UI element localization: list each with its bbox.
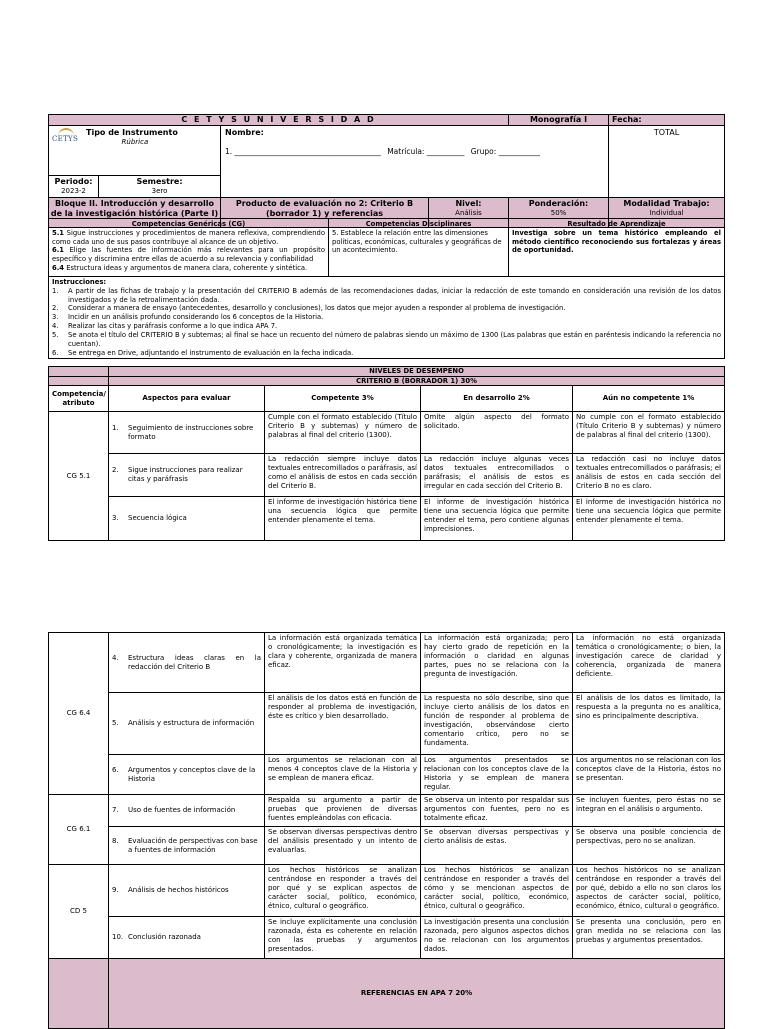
competencias-table xyxy=(48,218,725,359)
instrument-header-table xyxy=(48,114,725,228)
table-row: 10. Conclusión razonada Se incluye explícitamente una conclusión razonada, ésta es coherente en relación con las pruebas y argumentos presentados. La investigación presenta una conclusión razonada, pero algunos aspectos dichos no se relacionan con los argumentos dados. Se presenta una conclusión, pero en gran medida no se relaciona con las pruebas y argumentos presentados. xyxy=(49,917,725,959)
aspect-label: Análisis y estructura de información xyxy=(128,719,255,728)
table-row: CD 5 9. Análisis de hechos históricos Los hechos históricos se analizan centrándose en responder a través del por qué y se explican aspectos de carácter social, político, económico, étnico, cultural o geográfico. Los hechos históricos se analizan centrándose en responder a través del cómo y se mencionan aspectos de carácter social, político, económico, étnico, cultural o geográfico. Los hechos históricos no se analizan centrándose en responder a través del por qué, debido a ello no son claros los aspectos de carácter social, político, económico, étnico, cultural o geográfico. xyxy=(49,865,725,917)
aspect-label: Uso de fuentes de información xyxy=(128,806,236,815)
desarrollo-desc: La respuesta no sólo describe, sino que incluye cierto análisis de los datos en función de responder al problema de investigación, observándose cierto comentario crítico, pero no se fundamenta. xyxy=(421,693,573,755)
genericas-title: Competencias Genéricas (CG) xyxy=(131,220,246,228)
aspect-label: Conclusión razonada xyxy=(128,933,201,942)
semestre-cell xyxy=(99,176,221,198)
no-competente-desc: Los argumentos no se relacionan con los conceptos clave de la Historia, éstos no se presentan. xyxy=(573,755,725,795)
matricula-field[interactable]: Matrícula: __________ xyxy=(387,147,465,156)
document-title: Monografía I xyxy=(509,115,609,126)
periodo-value: 2023-2 xyxy=(61,187,86,195)
total-label: TOTAL xyxy=(653,128,680,137)
desarrollo-desc: La información está organizada; pero hay cierto grado de repetición en la información o claridad en algunas partes, pues no se relaciona con la pregunta de investigación. xyxy=(421,633,573,693)
competente-desc: Los argumentos se relacionan con al menos 4 conceptos clave de la Historia y se emplean de manera eficaz. xyxy=(265,755,421,795)
col-aspectos: Aspectos para evaluar xyxy=(109,386,265,412)
no-competente-desc: El análisis de los datos es limitado, la respuesta a la pregunta no es analítica, sino es principalmente descriptiva. xyxy=(573,693,725,755)
referencias-header: REFERENCIAS EN APA 7 20% xyxy=(109,959,725,1029)
col-competencia: Competencia/ atributo xyxy=(49,386,109,412)
aspect-label: Secuencia lógica xyxy=(128,514,187,523)
cetys-logo: CETYS xyxy=(52,128,80,148)
competente-desc: La información está organizada temática o cronológicamente; la investigación es clara y coherente, organizada de manera eficaz. xyxy=(265,633,421,693)
desarrollo-desc: La redacción incluye algunas veces datos textuales entrecomillados o paráfrasis; el análisis de estos es irregular en cada sección del Criterio B. xyxy=(421,454,573,497)
genericas-item: 6.4 Estructura ideas y argumentos de manera clara, coherente y sintética. xyxy=(52,264,308,273)
disciplinares-title: Competencias Disciplinares xyxy=(365,220,472,228)
competente-desc: Se incluye explícitamente una conclusión razonada, ésta es coherente en relación con las pruebas y argumentos presentados. xyxy=(265,917,421,959)
modalidad-value: Individual xyxy=(649,209,684,217)
periodo-label: Periodo: xyxy=(54,177,93,186)
competencia-group: CG 6.4 xyxy=(49,633,109,795)
instruccion-item: 6. Se entrega en Drive, adjuntando el instrumento de evaluación en la fecha indicada. xyxy=(52,348,354,357)
genericas-item: 6.1 Elige las fuentes de información más relevantes para un propósito específico y discrimina entre ellas de acuerdo a su relevancia y confiabilidad xyxy=(52,246,325,264)
desarrollo-desc: La investigación presenta una conclusión razonada, pero algunos aspectos dichos no se relacionan con los argumentos dados. xyxy=(421,917,573,959)
aspect-label: Seguimiento de instrucciones sobre formato xyxy=(128,423,254,441)
tipo-label: Tipo de Instrumento xyxy=(86,128,178,137)
genericas-item: 5.1 Sigue instrucciones y procedimientos de manera reflexiva, comprendiendo como cada uno de sus pasos contribuye al alcance de un objetivo. xyxy=(52,228,325,246)
col-desarrollo: En desarrollo 2% xyxy=(421,386,573,412)
instruccion-item: 5. Se anota el título del CRITERIO B y subtemas; al final se hace un recuento del número de palabras siendo un máximo de 1300 (Las palabras que están en paréntesis indicando la referencia no cuentan). xyxy=(52,330,721,348)
no-competente-desc: No cumple con el formato establecido (Título Criterio B y subtemas) y número de palabras al final del criterio (1300). xyxy=(573,412,725,454)
table-row: CG 5.1 1. Seguimiento de instrucciones sobre formato Cumple con el formato establecido (Título Criterio B y subtemas) y número de palabras al final del criterio (1300). Omite algún aspecto del formato solicitado. No cumple con el formato establecido (Título Criterio B y subtemas) y número de palabras al final del criterio (1300). xyxy=(49,412,725,454)
competente-desc: Se observan diversas perspectivas dentro del análisis presentado y un intento de evaluarlas. xyxy=(265,827,421,865)
no-competente-desc: La redacción casi no incluye datos textuales entrecomillados o paráfrasis; el análisis de estos en cada sección del Criterio B no es claro. xyxy=(573,454,725,497)
desarrollo-desc: El informe de investigación histórica tiene una secuencia lógica que permite entender el tema, pero contiene algunas imprecisiones. xyxy=(421,497,573,541)
no-competente-desc: Los hechos históricos no se analizan centrándose en responder a través del por qué, debido a ello no son claros los aspectos de carácter social, político, económico, étnico, cultural o geográfico. xyxy=(573,865,725,917)
instruccion-item: 2. Considerar a manera de ensayo (antecedentes, desarrollo y conclusiones), los datos que mejor ayuden a responder al problema de investigación. xyxy=(52,304,566,313)
desarrollo-desc: Se observan diversas perspectivas y cierto análisis de estas. xyxy=(421,827,573,865)
no-competente-desc: Se presenta una conclusión, pero en gran medida no se relaciona con las pruebas y argumentos presentados. xyxy=(573,917,725,959)
competente-desc: El informe de investigación histórica tiene una secuencia lógica que permite entender plenamente el tema. xyxy=(265,497,421,541)
resultado-text: Investiga sobre un tema histórico empleando el método científico reconociendo sus fortalezas y áreas de oportunidad. xyxy=(512,228,721,255)
table-row: 2. Sigue instrucciones para realizar citas y paráfrasis La redacción siempre incluye datos textuales entrecomillados o paráfrasis, así como el análisis de estos en cada sección del Criterio B. La redacción incluye algunas veces datos textuales entrecomillados o paráfrasis; el análisis de estos es irregular en cada sección del Criterio B. La redacción casi no incluye datos textuales entrecomillados o paráfrasis; el análisis de estos en cada sección del Criterio B no es claro. xyxy=(49,454,725,497)
producto-cell: Producto de evaluación no 2: Criterio B (borrador 1) y referencias xyxy=(221,198,429,228)
fecha-label: Fecha: xyxy=(609,115,725,126)
niveles-header: NIVELES DE DESEMPEÑO xyxy=(109,367,725,377)
desarrollo-desc: Se observa un intento por respaldar sus argumentos con fuentes, pero no es totalmente eficaz. xyxy=(421,795,573,827)
disciplinares-text: 5. Establece la relación entre las dimensiones políticas, económicas, culturales y geográficas de un acontecimiento. xyxy=(332,228,502,255)
tipo-cell xyxy=(49,126,221,176)
criterio-header: CRITERIO B (BORRADOR 1) 30% xyxy=(109,376,725,386)
competente-desc: El análisis de los datos está en función de responder al problema de investigación, éste es crítico y bien desarrollado. xyxy=(265,693,421,755)
competencias-genericas-cell xyxy=(49,219,329,277)
col-competente: Competente 3% xyxy=(265,386,421,412)
table-row: 6. Argumentos y conceptos clave de la Historia Los argumentos se relacionan con al menos 4 conceptos clave de la Historia y se emplean de manera eficaz. Los argumentos presentados se relacionan con los conceptos clave de la Historia y se emplean de manera regular. Los argumentos no se relacionan con los conceptos clave de la Historia, éstos no se presentan. xyxy=(49,755,725,795)
competente-desc: Respalda su argumento a partir de pruebas que provienen de diversas fuentes empleándolas con eficacia. xyxy=(265,795,421,827)
tipo-value: Rúbrica xyxy=(121,138,149,146)
table-row: CG 6.4 4. Estructura ideas claras en la redacción del Criterio B La información está organizada temática o cronológicamente; la investigación es clara y coherente, organizada de manera eficaz. La información está organizada; pero hay cierto grado de repetición en la información o claridad en algunas partes, pues no se relaciona con la pregunta de investigación. La información no está organizada temática o cronológicamente; o bien, la investigación carece de claridad y coherencia, organizada de manera deficiente. xyxy=(49,633,725,693)
instruccion-item: 3. Incidir en un análisis profundo considerando los 6 conceptos de la Historia. xyxy=(52,313,324,322)
periodo-cell xyxy=(49,176,99,198)
aspect-label: Sigue instrucciones para realizar citas y paráfrasis xyxy=(128,466,243,484)
rubric-table-continued xyxy=(48,632,725,1029)
bloque-cell: Bloque II. Introducción y desarrollo de la investigación histórica (Parte I) xyxy=(49,198,221,228)
competente-desc: La redacción siempre incluye datos textuales entrecomillados o paráfrasis, así como el análisis de estos en cada sección del Criterio B. xyxy=(265,454,421,497)
nivel-value: Análisis xyxy=(455,209,482,217)
competente-desc: Cumple con el formato establecido (Título Criterio B y subtemas) y número de palabras al final del criterio (1300). xyxy=(265,412,421,454)
aspect-label: Argumentos y conceptos clave de la Historia xyxy=(128,765,256,783)
desarrollo-desc: Los hechos históricos se analizan centrándose en responder a través del cómo y se mencionan aspectos de carácter social, político, económico, étnico, cultural o geográfico. xyxy=(421,865,573,917)
semestre-value: 3ero xyxy=(151,187,168,195)
instrucciones-cell xyxy=(49,277,725,359)
desarrollo-desc: Omite algún aspecto del formato solicitado. xyxy=(421,412,573,454)
instruccion-item: 4. Realizar las citas y paráfrasis conforme a lo que indica APA 7. xyxy=(52,322,278,331)
table-row: 8. Evaluación de perspectivas con base a fuentes de información Se observan diversas perspectivas dentro del análisis presentado y un intento de evaluarlas. Se observan diversas perspectivas y cierto análisis de estas. Se observa una posible conciencia de perspectivas, pero no se analizan. xyxy=(49,827,725,865)
table-row: 3. Secuencia lógica El informe de investigación histórica tiene una secuencia lógica que permite entender plenamente el tema. El informe de investigación histórica tiene una secuencia lógica que permite entender el tema, pero contiene algunas imprecisiones. El informe de investigación histórica no tiene una secuencia lógica que permite entender plenamente el tema. xyxy=(49,497,725,541)
aspect-label: Análisis de hechos históricos xyxy=(128,886,229,895)
resultado-title: Resultado de Aprendizaje xyxy=(567,220,666,228)
instrucciones-list xyxy=(52,287,721,358)
no-competente-desc: Se observa una posible conciencia de perspectivas, pero no se analizan. xyxy=(573,827,725,865)
competencias-disciplinares-cell xyxy=(329,219,509,277)
university-name: C E T Y S U N I V E R S I D A D xyxy=(49,115,509,126)
aspect-label: Evaluación de perspectivas con base a fuentes de información xyxy=(128,836,258,854)
nivel-label: Nivel: xyxy=(455,199,482,208)
no-competente-desc: La información no está organizada temática o cronológicamente; o bien, la investigación carece de claridad y coherencia, organizada de manera deficiente. xyxy=(573,633,725,693)
no-competente-desc: Se incluyen fuentes, pero éstas no se integran en el análisis o argumento. xyxy=(573,795,725,827)
semestre-label: Semestre: xyxy=(136,177,183,186)
resultado-aprendizaje-cell xyxy=(509,219,725,277)
aspect-label: Estructura ideas claras en la redacción del Criterio B xyxy=(128,653,261,671)
ponderacion-label: Ponderación: xyxy=(528,199,589,208)
instruccion-item: 1. A partir de las fichas de trabajo y la presentación del CRITERIO B además de las recomendaciones dadas, iniciar la redacción de este tomando en consideración una revisión de los datos investigados y de la retroalimentación dada. xyxy=(52,286,721,304)
table-row: 5. Análisis y estructura de información El análisis de los datos está en función de responder al problema de investigación, éste es crítico y bien desarrollado. La respuesta no sólo describe, sino que incluye cierto análisis de los datos en función de responder al problema de investigación, observándose cierto comentario crítico, pero no se fundamenta. El análisis de los datos es limitado, la respuesta a la pregunta no es analítica, sino es principalmente descriptiva. xyxy=(49,693,725,755)
rubric-table xyxy=(48,366,725,541)
grupo-field[interactable]: Grupo: ___________ xyxy=(470,147,540,156)
nombre-field[interactable]: 1. _______________________________________ xyxy=(225,147,381,156)
student-info-cell xyxy=(221,126,609,198)
col-no-competente: Aún no competente 1% xyxy=(573,386,725,412)
competencia-group: CG 6.1 xyxy=(49,795,109,865)
competencia-group: CG 5.1 xyxy=(49,412,109,541)
total-cell xyxy=(609,126,725,198)
nombre-label: Nombre: xyxy=(225,128,264,137)
modalidad-label: Modalidad Trabajo: xyxy=(623,199,710,208)
instrucciones-title: Instrucciones: xyxy=(52,278,107,286)
competente-desc: Los hechos históricos se analizan centrándose en responder a través del por qué y se explican aspectos de carácter social, político, económico, étnico, cultural o geográfico. xyxy=(265,865,421,917)
table-row xyxy=(49,959,725,1029)
no-competente-desc: El informe de investigación histórica no tiene una secuencia lógica que permite entender plenamente el tema. xyxy=(573,497,725,541)
competencia-group: CD 5 xyxy=(49,865,109,959)
ponderacion-value: 50% xyxy=(550,209,567,217)
table-row: CG 6.1 7. Uso de fuentes de información Respalda su argumento a partir de pruebas que provienen de diversas fuentes empleándolas con eficacia. Se observa un intento por respaldar sus argumentos con fuentes, pero no es totalmente eficaz. Se incluyen fuentes, pero éstas no se integran en el análisis o argumento. xyxy=(49,795,725,827)
desarrollo-desc: Los argumentos presentados se relacionan con los conceptos clave de la Historia y se emplean de manera regular. xyxy=(421,755,573,795)
